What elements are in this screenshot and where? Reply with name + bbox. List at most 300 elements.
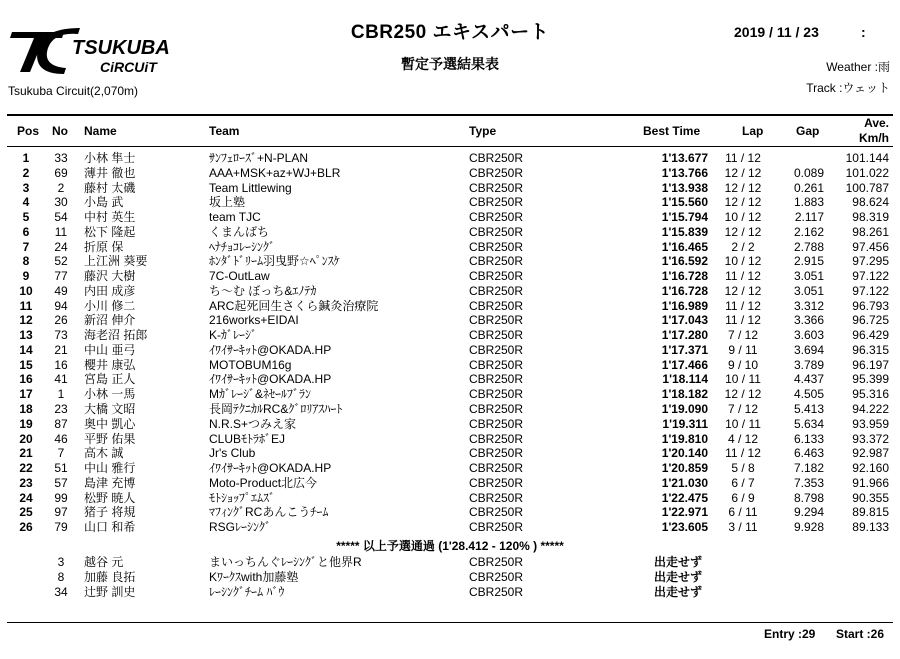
cell-ave: 96.197: [852, 357, 889, 372]
cell-best: 1'20.859: [661, 461, 708, 476]
table-row: [0, 166, 900, 181]
table-row: [0, 313, 900, 328]
table-row: [0, 181, 900, 196]
cell-name: 上江洲 葵要: [84, 254, 148, 269]
cell-gap: 2.915: [793, 254, 824, 269]
cell-type: CBR250R: [469, 357, 524, 372]
cell-pos: 2: [22, 165, 30, 180]
cell-type: CBR250R: [469, 151, 524, 165]
cell-gap: 9.294: [793, 505, 824, 520]
cell-type: CBR250R: [469, 475, 524, 490]
cell-pos: 11: [19, 298, 33, 313]
cell-pos: 14: [19, 342, 33, 357]
cell-no: 3: [57, 555, 65, 569]
cell-no: 24: [54, 239, 68, 254]
cell-best: 1'17.280: [661, 328, 708, 343]
logo-subword: CiRCUiT: [100, 59, 157, 75]
cell-best: 1'23.605: [661, 520, 708, 535]
table-row: [0, 446, 900, 461]
race-date: 2019 / 11 / 23: [734, 24, 819, 40]
cell-pos: 12: [19, 313, 33, 328]
cell-team: Mｶﾞﾚｰｼﾞ&ﾈｾｰﾙﾌﾞﾗﾝ: [209, 387, 312, 402]
cell-team: Jr's Club: [209, 446, 256, 461]
cell-type: CBR250R: [469, 298, 524, 313]
cell-no: 52: [54, 254, 68, 269]
cell-ave: 95.399: [852, 372, 889, 387]
cell-lap: 10 / 12: [724, 254, 762, 269]
cell-lap: 12 / 12: [724, 387, 762, 402]
col-header-gap: Gap: [796, 124, 820, 138]
cell-best: 1'19.311: [662, 416, 708, 431]
cell-team: ｲﾜｲｻｰｷｯﾄ@OKADA.HP: [209, 342, 332, 357]
cell-ave: 96.725: [852, 313, 889, 328]
cell-gap: 0.261: [793, 180, 824, 195]
cell-gap: 3.694: [793, 342, 824, 357]
cell-best: 1'18.182: [661, 387, 708, 402]
cell-ave: 97.456: [852, 239, 889, 254]
col-header-ave-bottom: Km/h: [859, 131, 889, 145]
cell-type: CBR250R: [469, 505, 524, 520]
non-starter-row: [0, 555, 900, 570]
cell-pos: 20: [19, 431, 33, 446]
header-top-rule: [7, 114, 893, 116]
cell-best: 1'19.090: [661, 402, 708, 417]
cell-ave: 96.315: [852, 342, 889, 357]
cell-lap: 5 / 8: [731, 461, 755, 476]
col-header-type: Type: [469, 124, 497, 138]
cell-pos: 13: [19, 328, 33, 343]
cell-lap: 7 / 12: [727, 328, 759, 343]
cell-pos: 8: [22, 254, 30, 269]
cell-pos: 19: [19, 416, 33, 431]
cell-name: 中山 雅行: [84, 461, 136, 476]
cell-pos: 1: [22, 151, 30, 165]
cell-lap: 10 / 11: [725, 416, 761, 431]
cell-lap: 6 / 9: [731, 490, 755, 505]
cell-no: 2: [57, 180, 65, 195]
col-header-name: Name: [84, 124, 117, 138]
cell-team: RSGﾚｰｼﾝｸﾞ: [209, 520, 272, 535]
cell-best: 1'22.475: [661, 490, 708, 505]
cell-ave: 97.122: [852, 283, 889, 298]
cell-name: 小島 武: [84, 195, 124, 210]
cell-lap: 9 / 10: [727, 357, 759, 372]
cell-pos: 24: [19, 490, 33, 505]
cell-type: CBR250R: [469, 446, 524, 461]
cell-team: 216works+EIDAI: [209, 313, 299, 328]
cell-best: 1'16.465: [661, 239, 708, 254]
cell-name: 平野 佑果: [84, 431, 136, 446]
cell-best: 1'17.371: [661, 342, 708, 357]
cell-team: Moto-Product北広今: [209, 475, 318, 490]
cell-type: CBR250R: [469, 372, 524, 387]
non-starters-list: [0, 555, 900, 599]
cell-team: ﾓﾄｼｮｯﾌﾟｴﾑｽﾞ: [209, 490, 276, 505]
cell-type: CBR250R: [469, 269, 524, 284]
table-row: [0, 254, 900, 269]
cell-pos: 17: [19, 387, 33, 402]
cell-gap: 8.798: [793, 490, 824, 505]
cell-no: 46: [54, 431, 68, 446]
table-row: [0, 491, 900, 506]
cell-best: 1'22.971: [661, 505, 708, 520]
cell-name: 薄井 徹也: [84, 165, 136, 180]
cell-lap: 3 / 11: [728, 520, 758, 535]
cell-gap: 3.051: [793, 283, 824, 298]
col-header-ave-top: Ave.: [864, 116, 889, 130]
cell-team: 7C-OutLaw: [209, 269, 270, 284]
venue-name: Tsukuba Circuit(2,070m): [8, 84, 139, 98]
cell-pos: 18: [19, 402, 33, 417]
cell-no: 51: [54, 461, 68, 476]
cell-best: 1'20.140: [661, 446, 708, 461]
cell-ave: 97.295: [852, 254, 889, 269]
cell-name: 海老沼 拓郎: [84, 328, 148, 343]
cell-best: 1'18.114: [662, 372, 708, 387]
cell-gap: 7.182: [793, 461, 824, 476]
cell-pos: 15: [19, 357, 33, 372]
cell-no: 16: [54, 357, 68, 372]
cell-lap: 11 / 12: [725, 151, 761, 165]
cell-gap: 0.089: [793, 165, 824, 180]
cell-pos: 23: [19, 475, 33, 490]
cell-type: CBR250R: [469, 416, 524, 431]
table-row: [0, 225, 900, 240]
cell-no: 41: [54, 372, 68, 387]
qualifying-cutoff-line: ***** 以上予選通過 (1'28.412 - 120% ) *****: [336, 539, 564, 553]
cell-lap: 4 / 12: [727, 431, 759, 446]
cell-no: 57: [54, 475, 68, 490]
cell-status: 出走せず: [654, 569, 703, 584]
cell-no: 69: [54, 165, 68, 180]
race-title: CBR250 エキスパート: [350, 22, 550, 43]
cell-ave: 100.787: [845, 180, 889, 195]
cell-lap: 12 / 12: [724, 224, 762, 239]
table-row: [0, 358, 900, 373]
cell-name: 奥中 凱心: [84, 416, 136, 431]
cell-ave: 90.355: [852, 490, 889, 505]
cell-ave: 89.133: [852, 520, 889, 535]
cell-pos: 6: [22, 224, 30, 239]
cell-type: CBR250R: [469, 555, 524, 569]
cell-ave: 94.222: [852, 402, 889, 417]
cell-type: CBR250R: [469, 195, 524, 210]
cell-no: 34: [54, 584, 68, 599]
cell-pos: 10: [19, 283, 33, 298]
cell-name: 小林 一馬: [84, 387, 136, 402]
col-header-pos: Pos: [17, 124, 40, 138]
cell-ave: 98.261: [852, 224, 889, 239]
cell-gap: 3.789: [793, 357, 824, 372]
cell-no: 49: [54, 283, 68, 298]
table-row: [0, 372, 900, 387]
cell-team: CLUBﾓﾄﾗﾎﾞEJ: [209, 431, 286, 446]
cell-team: AAA+MSK+az+WJ+BLR: [209, 165, 341, 180]
cell-pos: 3: [22, 180, 30, 195]
cell-name: 松野 暁人: [84, 490, 136, 505]
cell-name: 中山 亜弓: [84, 342, 136, 357]
weather-info: Weather :雨: [826, 60, 890, 74]
cell-best: 1'13.677: [661, 151, 708, 165]
cell-gap: 3.051: [793, 269, 824, 284]
cell-team: くまんばち: [209, 224, 270, 239]
cell-gap: 3.603: [793, 328, 824, 343]
cell-gap: 9.928: [793, 520, 824, 535]
cell-team: 坂上塾: [209, 195, 246, 210]
cell-no: 33: [54, 151, 68, 165]
cell-no: 30: [54, 195, 68, 210]
cell-no: 79: [54, 520, 68, 535]
cell-pos: 22: [19, 461, 33, 476]
cell-gap: 7.353: [793, 475, 824, 490]
track-condition: Track :ウェット: [806, 81, 890, 95]
cell-name: 折原 保: [84, 239, 124, 254]
col-header-no: No: [52, 124, 68, 138]
cell-type: CBR250R: [469, 165, 524, 180]
col-header-lap: Lap: [742, 124, 764, 138]
cell-name: 辻野 訓史: [84, 584, 136, 599]
cell-type: CBR250R: [469, 180, 524, 195]
table-row: [0, 461, 900, 476]
cell-ave: 95.316: [852, 387, 889, 402]
results-table: [0, 151, 900, 535]
cell-status: 出走せず: [654, 584, 703, 599]
cell-no: 26: [54, 313, 68, 328]
cell-gap: 1.883: [793, 195, 824, 210]
cell-pos: 21: [19, 446, 33, 461]
table-row: [0, 240, 900, 255]
cell-gap: 4.505: [793, 387, 824, 402]
cell-type: CBR250R: [469, 520, 524, 535]
cell-no: 94: [54, 298, 68, 313]
cell-ave: 101.144: [845, 151, 889, 165]
cell-lap: 7 / 12: [727, 402, 759, 417]
cell-gap: 6.463: [793, 446, 824, 461]
table-row: [0, 195, 900, 210]
cell-pos: 16: [19, 372, 33, 387]
cell-team: ﾏﾌｨﾝｸﾞRCあんこうﾁｰﾑ: [209, 505, 329, 520]
start-count: Start :26: [836, 627, 885, 641]
race-subtitle: 暫定予選結果表: [401, 56, 499, 72]
cell-type: CBR250R: [469, 402, 524, 417]
cell-gap: 6.133: [793, 431, 824, 446]
cell-name: 島津 充博: [84, 475, 136, 490]
cell-pos: 5: [22, 210, 30, 225]
cell-name: 越谷 元: [84, 555, 124, 569]
cell-best: 1'17.466: [661, 357, 708, 372]
cell-type: CBR250R: [469, 569, 524, 584]
cell-lap: 12 / 12: [724, 195, 762, 210]
cell-best: 1'17.043: [661, 313, 708, 328]
cell-pos: 4: [22, 195, 30, 210]
non-starter-row: [0, 585, 900, 600]
table-row: [0, 210, 900, 225]
cell-gap: 4.437: [793, 372, 824, 387]
cell-no: 21: [54, 342, 68, 357]
cell-ave: 98.624: [852, 195, 889, 210]
cell-best: 1'15.560: [661, 195, 708, 210]
cell-name: 小林 隼士: [84, 151, 136, 165]
cell-no: 8: [57, 569, 65, 584]
cell-lap: 6 / 7: [731, 475, 755, 490]
cell-best: 1'15.794: [661, 210, 708, 225]
cell-lap: 11 / 12: [725, 269, 761, 284]
cell-name: 小川 修二: [84, 298, 136, 313]
cell-type: CBR250R: [469, 431, 524, 446]
cell-ave: 96.793: [852, 298, 889, 313]
table-row: [0, 387, 900, 402]
race-time: :: [861, 24, 866, 40]
cell-best: 1'13.938: [661, 180, 708, 195]
table-row: [0, 402, 900, 417]
cell-team: まいっちんぐﾚｰｼﾝｸﾞと他界R: [209, 555, 362, 569]
cell-lap: 10 / 12: [724, 210, 762, 225]
cell-type: CBR250R: [469, 283, 524, 298]
cell-pos: 26: [19, 520, 33, 535]
cell-no: 7: [57, 446, 65, 461]
cell-name: 藤村 太磯: [84, 180, 136, 195]
cell-team: K-ｶﾞﾚｰｼﾞ: [209, 328, 258, 343]
non-starter-row: [0, 570, 900, 585]
table-row: [0, 343, 900, 358]
cell-gap: 2.117: [794, 210, 824, 225]
cell-type: CBR250R: [469, 254, 524, 269]
cell-team: ｻﾝﾌｪﾛｰｽﾞ+N-PLAN: [209, 151, 309, 165]
cell-ave: 92.987: [852, 446, 889, 461]
cell-ave: 93.372: [852, 431, 889, 446]
cell-no: 97: [54, 505, 68, 520]
cell-lap: 12 / 12: [724, 283, 762, 298]
cell-lap: 11 / 12: [725, 313, 761, 328]
cell-lap: 6 / 11: [728, 505, 758, 520]
table-row: [0, 299, 900, 314]
cell-type: CBR250R: [469, 490, 524, 505]
cell-team: Kﾜｰｸｽwith加藤塾: [209, 569, 299, 584]
cell-ave: 97.122: [852, 269, 889, 284]
cell-gap: 2.788: [793, 239, 824, 254]
cell-type: CBR250R: [469, 387, 524, 402]
cell-lap: 12 / 12: [724, 165, 762, 180]
table-row: [0, 151, 900, 166]
table-row: [0, 432, 900, 447]
cell-pos: 7: [22, 239, 30, 254]
cell-gap: 2.162: [793, 224, 824, 239]
col-header-team: Team: [209, 124, 240, 138]
cell-type: CBR250R: [469, 210, 524, 225]
cell-no: 11: [54, 224, 68, 239]
cell-best: 1'21.030: [661, 475, 708, 490]
cell-team: ﾍﾅﾁｮｺﾚｰｼﾝｸﾞ: [209, 239, 276, 254]
footer-rule: [7, 622, 893, 623]
cell-team: ｲﾜｲｻｰｷｯﾄ@OKADA.HP: [209, 372, 332, 387]
table-row: [0, 284, 900, 299]
cell-best: 1'16.728: [661, 283, 708, 298]
cell-type: CBR250R: [469, 461, 524, 476]
cell-lap: 11 / 12: [725, 298, 761, 313]
entry-count: Entry :29: [764, 627, 816, 641]
cell-best: 1'15.839: [661, 224, 708, 239]
cell-pos: 9: [22, 269, 30, 284]
cell-lap: 12 / 12: [724, 180, 762, 195]
cell-no: 73: [54, 328, 68, 343]
cell-best: 1'16.592: [661, 254, 708, 269]
logo-word: TSUKUBA: [72, 37, 170, 59]
cell-team: team TJC: [209, 210, 261, 225]
cell-name: 大橋 文昭: [84, 402, 136, 417]
cell-team: ﾎﾝﾀﾞﾄﾞﾘｰﾑ羽曳野☆ﾍﾟﾝｽｹ: [209, 254, 340, 269]
cell-name: 内田 成彦: [84, 283, 136, 298]
cell-name: 中村 英生: [84, 210, 136, 225]
cell-team: N.R.S+つみえ家: [209, 416, 297, 431]
cell-ave: 93.959: [852, 416, 889, 431]
cell-team: MOTOBUM16g: [209, 357, 292, 372]
table-row: [0, 505, 900, 520]
cell-name: 松下 隆起: [84, 224, 136, 239]
table-row: [0, 328, 900, 343]
cell-name: 山口 和希: [84, 520, 136, 535]
table-row: [0, 417, 900, 432]
cell-type: CBR250R: [469, 328, 524, 343]
cell-ave: 89.815: [852, 505, 889, 520]
cell-team: 長岡ﾃｸﾆｶﾙRC&ｸﾞﾛﾘｱｽﾊｰﾄ: [209, 402, 343, 417]
cell-type: CBR250R: [469, 224, 524, 239]
cell-gap: 5.634: [793, 416, 824, 431]
cell-no: 77: [54, 269, 68, 284]
cell-gap: 5.413: [793, 402, 824, 417]
cell-no: 99: [54, 490, 68, 505]
cell-status: 出走せず: [654, 555, 703, 569]
cell-ave: 92.160: [852, 461, 889, 476]
header-bottom-rule: [7, 146, 893, 147]
cell-best: 1'19.810: [661, 431, 708, 446]
cell-type: CBR250R: [469, 313, 524, 328]
cell-name: 宮島 正人: [84, 372, 136, 387]
cell-lap: 10 / 11: [725, 372, 761, 387]
cell-team: ﾚｰｼﾝｸﾞﾁｰﾑ ﾊﾞｳ: [209, 584, 285, 599]
cell-best: 1'13.766: [661, 165, 708, 180]
cell-type: CBR250R: [469, 342, 524, 357]
cell-ave: 91.966: [852, 475, 889, 490]
table-row: [0, 520, 900, 535]
cell-name: 高木 誠: [84, 446, 124, 461]
cell-name: 猪子 将規: [84, 505, 136, 520]
cell-ave: 96.429: [852, 328, 889, 343]
cell-ave: 98.319: [852, 210, 889, 225]
cell-team: Team Littlewing: [209, 180, 292, 195]
cell-team: ARC起死回生さくら鍼灸治療院: [209, 298, 379, 313]
cell-best: 1'16.728: [661, 269, 708, 284]
cell-no: 54: [54, 210, 68, 225]
cell-no: 87: [54, 416, 68, 431]
cell-name: 櫻井 康弘: [84, 357, 136, 372]
cell-ave: 101.022: [845, 165, 889, 180]
table-row: [0, 269, 900, 284]
cell-team: ち～む ぼっち&ｴﾉﾃｶ: [209, 283, 317, 298]
cell-no: 1: [57, 387, 65, 402]
cell-gap: 3.312: [793, 298, 824, 313]
cell-lap: 2 / 2: [731, 239, 755, 254]
col-header-best-time: Best Time: [643, 124, 701, 138]
cell-name: 新沼 伸介: [84, 313, 136, 328]
cell-name: 藤沢 大樹: [84, 269, 136, 284]
cell-lap: 9 / 11: [728, 342, 758, 357]
cell-type: CBR250R: [469, 239, 524, 254]
table-row: [0, 476, 900, 491]
cell-no: 23: [54, 402, 68, 417]
cell-best: 1'16.989: [661, 298, 708, 313]
cell-team: ｲﾜｲｻｰｷｯﾄ@OKADA.HP: [209, 461, 332, 476]
col-header-ave: [840, 116, 889, 146]
